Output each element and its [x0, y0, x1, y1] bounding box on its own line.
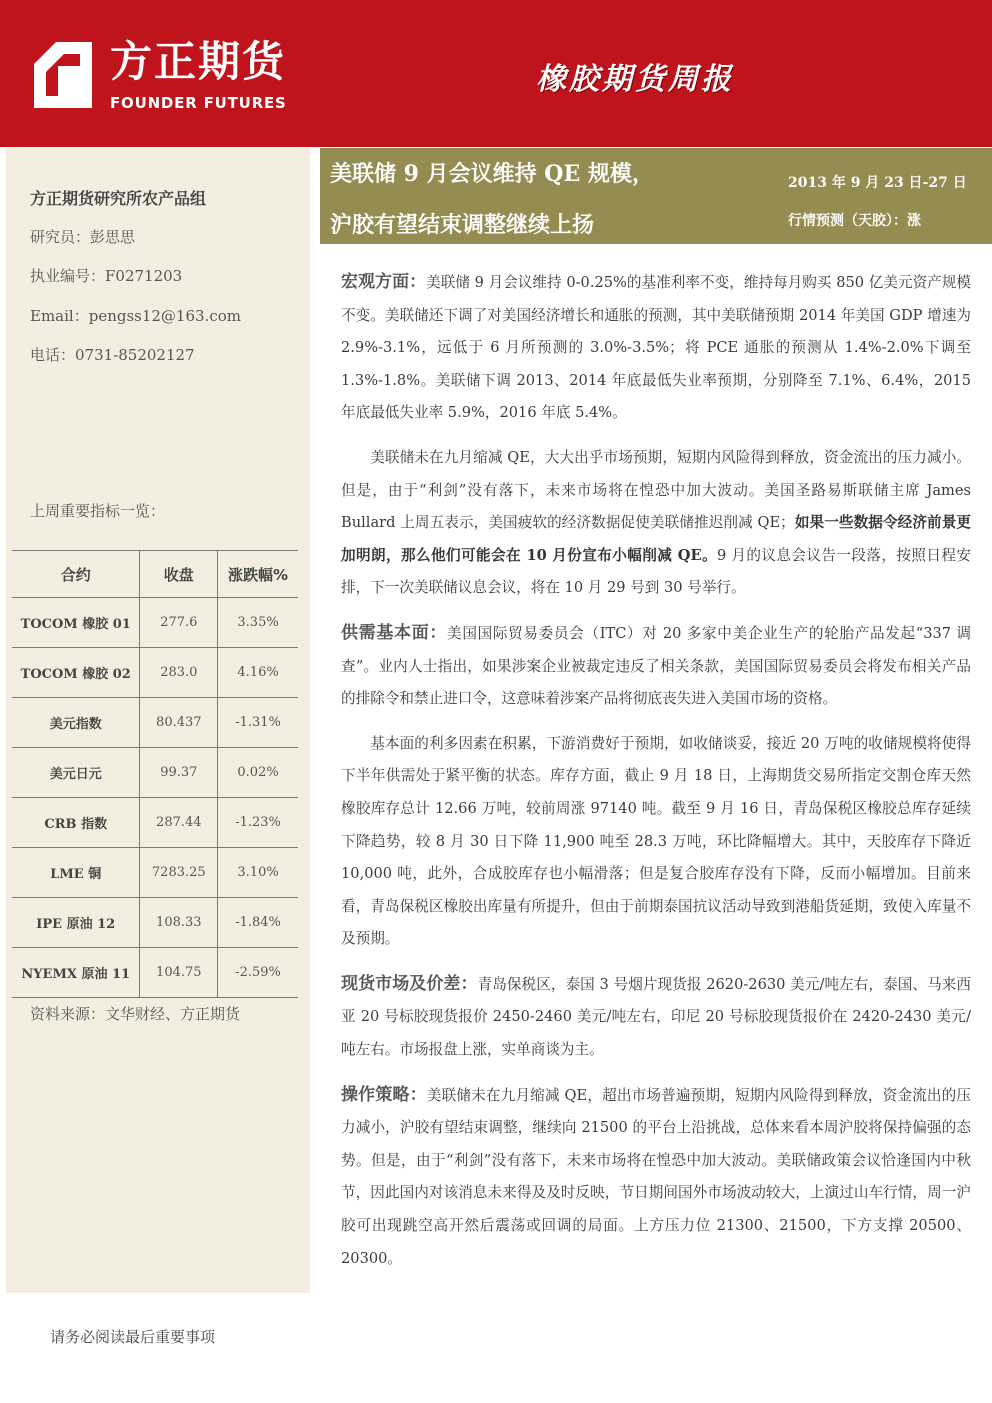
strategy-label: 操作策略： [341, 1084, 427, 1105]
close-cell: 108.33 [140, 898, 218, 948]
report-body [341, 266, 971, 1287]
table-row [12, 898, 298, 948]
contract-cell: TOCOM 橡胶 02 [12, 648, 140, 698]
indicators-table [12, 550, 298, 998]
table-row [12, 598, 298, 648]
macro-text: 9 月的议息会议告一段落，按照日程安排，下一次美联储议息会议，将在 10 月 29 号到 30 号举行。 [341, 546, 971, 597]
license-number: 执业编号：F0271203 [30, 267, 183, 285]
contract-cell: 美元日元 [12, 748, 140, 798]
spot-text: 青岛保税区，泰国 3 号烟片现货报 2620-2630 美元/吨左右，泰国、马来西亚 20 号标胶现货报价 2450-2460 美元/吨左右，印尼 20 号标胶现货报价在 2420-2430 美元/吨左右。市场报盘上涨，实单商谈为主。 [341, 975, 971, 1059]
table-row [12, 798, 298, 848]
close-cell: 283.0 [140, 648, 218, 698]
table-row [12, 848, 298, 898]
logo-text-en: FOUNDER FUTURES [110, 94, 287, 112]
supply-label: 供需基本面： [341, 622, 448, 643]
change-cell: 3.10% [218, 848, 298, 898]
supply-paragraph [341, 617, 971, 716]
contract-cell: IPE 原油 12 [12, 898, 140, 948]
market-forecast: 行情预测（天胶）：涨 [788, 213, 921, 229]
spot-label: 现货市场及价差： [341, 973, 478, 994]
change-cell: 3.35% [218, 598, 298, 648]
macro-text: 美联储 9 月会议维持 0-0.25%的基准利率不变，维持每月购买 850 亿美元资产规模不变。美联储还下调了对美国经济增长和通胀的预测，其中美联储预期 2014 年美国 GDP 增速为 2.9%-3.1%，远低于 6 月所预测的 3.0%-3.5%；将 PCE 通胀的预测从 1.4%-2.0%下调至 1.3%-1.8%。美联储下调 2013、2014 年底最低失业率预期，分别降至 7.1%、6.4%，2015 年底最低失业率 5.9%，2016 年底 5.4%。 [341, 274, 972, 422]
macro-paragraph [341, 266, 971, 430]
researcher-name: 研究员：彭思思 [30, 228, 136, 246]
close-cell: 7283.25 [140, 848, 218, 898]
column-header: 收盘 [140, 551, 218, 598]
contract-cell: TOCOM 橡胶 01 [12, 598, 140, 648]
table-row [12, 948, 298, 998]
close-cell: 80.437 [140, 698, 218, 748]
email-address[interactable]: Email：pengss12@163.com [30, 307, 241, 325]
change-cell: -1.31% [218, 698, 298, 748]
macro-text: 美联储未在九月缩减 QE，大大出乎市场预期，短期内风险得到释放，资金流出的压力减小。但是，由于“利剑”没有落下，未来市场将在惶恐中加大波动。美国圣路易斯联储主席 James Bullard 上周五表示，美国疲软的经济数据促使美联储推迟削减 QE； [341, 448, 971, 532]
close-cell: 99.37 [140, 748, 218, 798]
change-cell: 4.16% [218, 648, 298, 698]
spot-paragraph [341, 968, 971, 1067]
report-date: 2013 年 9 月 23 日-27 日 [788, 175, 967, 191]
table-row [12, 698, 298, 748]
change-cell: 0.02% [218, 748, 298, 798]
phone-number: 电话：0731-85202127 [30, 346, 195, 364]
change-cell: -1.23% [218, 798, 298, 848]
founder-logo-icon [34, 42, 92, 108]
report-headline-line1: 美联储 9 月会议维持 QE 规模， [330, 161, 654, 187]
column-header: 涨跌幅% [218, 551, 298, 598]
header-banner [0, 0, 992, 147]
supply-paragraph-2 [341, 728, 971, 956]
supply-text: 基本面的利多因素在积累，下游消费好于预期，如收储谈妥，接近 20 万吨的收储规模将使得下半年供需处于紧平衡的状态。库存方面，截止 9 月 18 日，上海期货交易所指定交割仓库天然橡胶库存总计 12.66 万吨，较前周涨 97140 吨。截至 9 月 16 日，青岛保税区橡胶总库存延续下降趋势，较 8 月 30 日下降 11,900 吨至 28.3 万吨，环比降幅增大。其中，天胶库存下降近 10,000 吨，此外，合成胶库存也小幅滑落；但是复合胶库存没有下降，反而小幅增加。目前来看，青岛保税区橡胶出库量有所提升，但由于前期泰国抗议活动导致到港船货延期，致使入库量不及预期。 [341, 734, 971, 948]
contract-cell: CRB 指数 [12, 798, 140, 848]
table-header-row [12, 551, 298, 598]
strategy-paragraph [341, 1079, 971, 1276]
report-type-title: 橡胶期货周报 [536, 62, 734, 97]
contract-cell: LME 铜 [12, 848, 140, 898]
report-headline-line2: 沪胶有望结束调整继续上扬 [330, 212, 595, 238]
footer-disclaimer-note: 请务必阅读最后重要事项 [50, 1328, 216, 1346]
strategy-text: 美联储未在九月缩减 QE，超出市场普遍预期，短期内风险得到释放，资金流出的压力减小，沪胶有望结束调整，继续向 21500 的平台上沿挑战，总体来看本周沪胶将保持偏强的态势。但是，由于“利剑”没有落下，未来市场将在惶恐中加大波动。美联储政策会议恰逢国内中秋节，因此国内对该消息未来得及及时反映，节日期间国外市场波动较大，上演过山车行情，周一沪胶可出现跳空高开然后震荡或回调的局面。上方压力位 21300、21500，下方支撑 20500、20300。 [341, 1086, 972, 1267]
macro-paragraph-2 [341, 442, 971, 605]
supply-text: 美国国际贸易委员会（ITC）对 20 多家中美企业生产的轮胎产品发起“337 调查”。业内人士指出，如果涉案企业被裁定违反了相关条款，美国国际贸易委员会将发布相关产品的排除令和禁止进口令，这意味着涉案产品将彻底丧失进入美国市场的资格。 [341, 624, 971, 708]
table-row [12, 748, 298, 798]
close-cell: 277.6 [140, 598, 218, 648]
research-group: 方正期货研究所农产品组 [30, 189, 207, 208]
close-cell: 287.44 [140, 798, 218, 848]
change-cell: -1.84% [218, 898, 298, 948]
macro-emphasis: 如果一些数据令经济前景更加明朗，那么他们可能会在 10 月份宣布小幅削减 QE。 [341, 514, 971, 564]
close-cell: 104.75 [140, 948, 218, 998]
indicators-title: 上周重要指标一览： [30, 502, 166, 520]
data-source-note: 资料来源：文华财经、方正期货 [30, 1005, 241, 1023]
table-row [12, 648, 298, 698]
logo-text-cn: 方正期货 [110, 37, 287, 86]
contract-cell: NYEMX 原油 11 [12, 948, 140, 998]
contract-cell: 美元指数 [12, 698, 140, 748]
change-cell: -2.59% [218, 948, 298, 998]
macro-label: 宏观方面： [341, 272, 427, 292]
column-header: 合约 [12, 551, 140, 598]
